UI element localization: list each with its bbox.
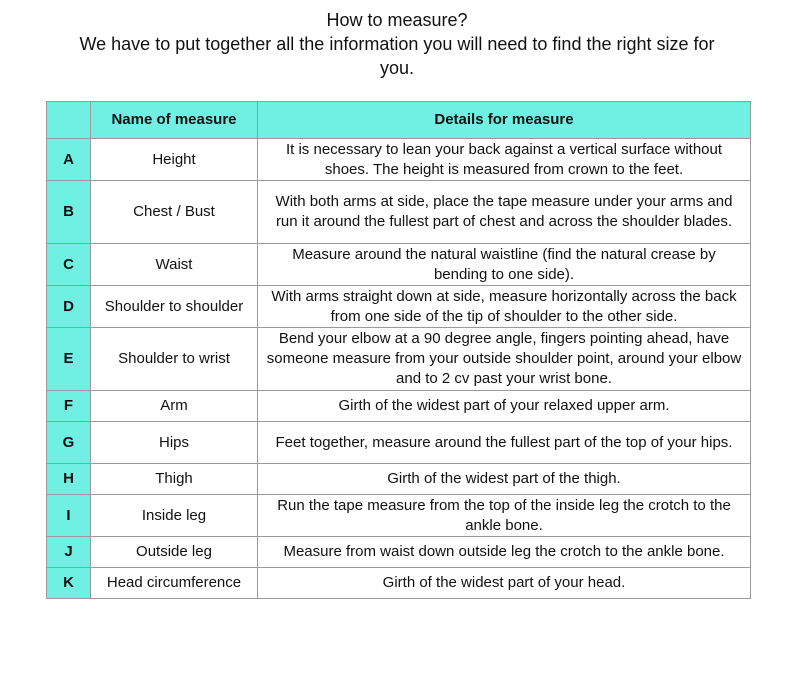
row-letter: A: [47, 139, 91, 181]
page-heading: [40, 8, 754, 80]
row-letter: E: [47, 328, 91, 391]
row-name: Shoulder to shoulder: [91, 286, 258, 328]
row-details: With both arms at side, place the tape measure under your arms and run it around the fullest part of chest and across the shoulder blades.: [258, 181, 751, 244]
row-details: Girth of the widest part of your relaxed upper arm.: [258, 391, 751, 422]
header-name: Name of measure: [91, 102, 258, 139]
row-details: Feet together, measure around the fullest part of the top of your hips.: [258, 422, 751, 464]
row-details: With arms straight down at side, measure horizontally across the back from one side of the tip of shoulder to the other side.: [258, 286, 751, 328]
heading-subtitle-line2: you.: [379, 58, 415, 78]
row-letter: K: [47, 568, 91, 599]
row-letter: F: [47, 391, 91, 422]
row-name: Hips: [91, 422, 258, 464]
table-row: [47, 422, 751, 464]
row-details: Girth of the widest part of the thigh.: [258, 464, 751, 495]
row-details: It is necessary to lean your back against a vertical surface without shoes. The height is measured from crown to the feet.: [258, 139, 751, 181]
table-row: [47, 537, 751, 568]
row-name: Arm: [91, 391, 258, 422]
row-name: Waist: [91, 244, 258, 286]
row-name: Head circumference: [91, 568, 258, 599]
table-row: [47, 464, 751, 495]
table-row: [47, 244, 751, 286]
table-row: [47, 286, 751, 328]
heading-title: How to measure?: [326, 10, 468, 30]
row-name: Inside leg: [91, 495, 258, 537]
row-letter: D: [47, 286, 91, 328]
row-details: Run the tape measure from the top of the inside leg the crotch to the ankle bone.: [258, 495, 751, 537]
heading-subtitle-line1: We have to put together all the information you will need to find the right size for: [79, 34, 715, 54]
row-name: Shoulder to wrist: [91, 328, 258, 391]
table-row: [47, 495, 751, 537]
row-name: Chest / Bust: [91, 181, 258, 244]
row-name: Outside leg: [91, 537, 258, 568]
row-letter: I: [47, 495, 91, 537]
table-row: [47, 328, 751, 391]
row-details: Girth of the widest part of your head.: [258, 568, 751, 599]
row-details: Measure around the natural waistline (find the natural crease by bending to one side).: [258, 244, 751, 286]
row-name: Height: [91, 139, 258, 181]
table-row: [47, 391, 751, 422]
row-letter: G: [47, 422, 91, 464]
row-letter: C: [47, 244, 91, 286]
table-row: [47, 181, 751, 244]
table-row: [47, 139, 751, 181]
row-details: Bend your elbow at a 90 degree angle, fingers pointing ahead, have someone measure from your outside shoulder point, around your elbow and to 2 cv past your wrist bone.: [258, 328, 751, 391]
row-letter: H: [47, 464, 91, 495]
header-details: Details for measure: [258, 102, 751, 139]
row-letter: J: [47, 537, 91, 568]
table-header-row: [47, 102, 751, 139]
row-name: Thigh: [91, 464, 258, 495]
header-letter: [47, 102, 91, 139]
measurement-table: [46, 101, 751, 599]
row-letter: B: [47, 181, 91, 244]
row-details: Measure from waist down outside leg the crotch to the ankle bone.: [258, 537, 751, 568]
table-row: [47, 568, 751, 599]
